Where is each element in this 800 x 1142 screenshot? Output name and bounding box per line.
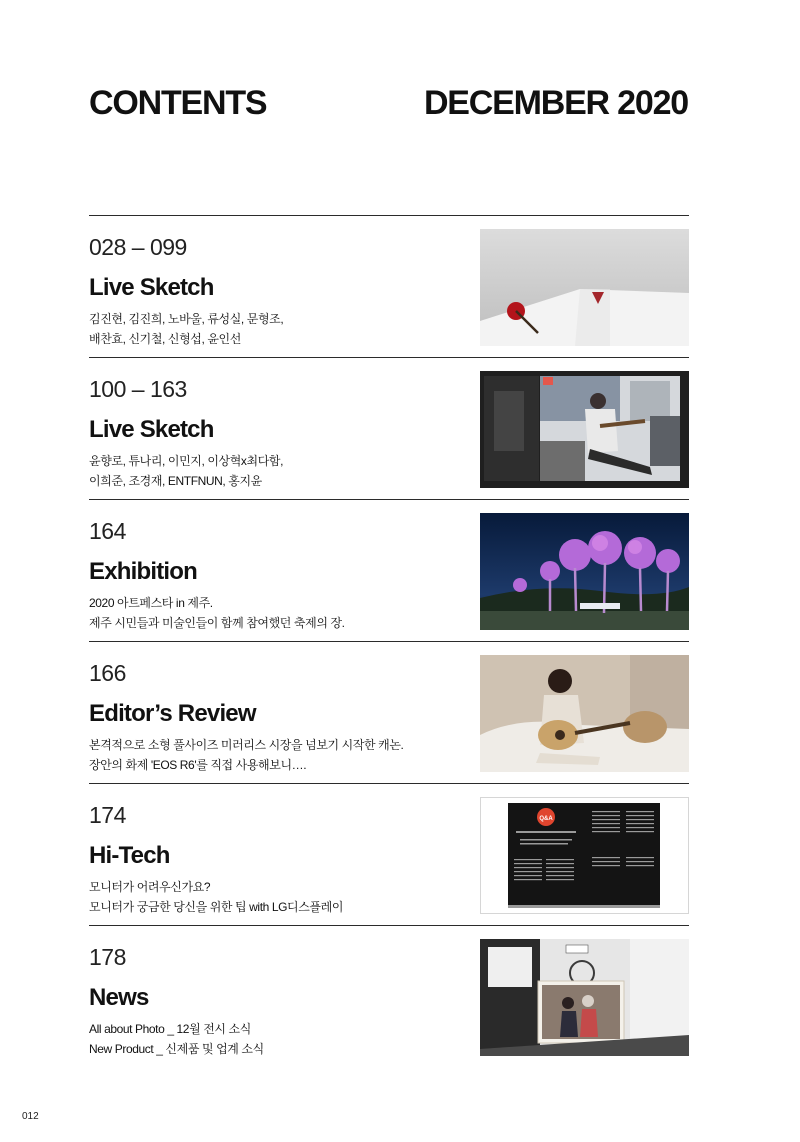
thumbnail-still-life xyxy=(480,229,689,346)
description-line: 이희준, 조경재, ENTFNUN, 홍지윤 xyxy=(89,474,262,488)
purple-palms-image xyxy=(480,513,689,630)
section-description xyxy=(89,735,403,775)
description-line: All about Photo _ 12월 전시 소식 xyxy=(89,1022,251,1036)
description-line: 모니터가 궁금한 당신을 위한 팁 with LG디스플레이 xyxy=(89,900,344,914)
page-range: 174 xyxy=(89,802,126,828)
description-line: 장안의 화제 'EOS R6'를 직접 사용해보니…. xyxy=(89,758,307,772)
page-range: 100 – 163 xyxy=(89,376,187,402)
still-life-image xyxy=(480,229,689,346)
monitor-spread-image xyxy=(480,797,689,914)
section-description xyxy=(89,1019,264,1059)
contents-heading: CONTENTS xyxy=(89,84,267,122)
section-title: Exhibition xyxy=(89,558,197,585)
description-line: 본격적으로 소형 풀사이즈 미러리스 시장을 넘보기 시작한 캐논. xyxy=(89,738,404,752)
contents-entry[interactable] xyxy=(89,783,689,925)
section-title: Live Sketch xyxy=(89,416,214,443)
thumbnail-purple-palms xyxy=(480,513,689,630)
page-range: 028 – 099 xyxy=(89,234,187,260)
page-range: 166 xyxy=(89,660,126,686)
description-line: 2020 아트페스타 in 제주. xyxy=(89,596,213,610)
description-line: 김진현, 김진희, 노바울, 류성실, 문형조, xyxy=(89,312,284,326)
contents-entry[interactable] xyxy=(89,357,689,499)
description-line: 모니터가 어려우신가요? xyxy=(89,880,211,894)
contents-list xyxy=(89,215,689,1067)
thumbnail-woman-with-guitar xyxy=(480,655,689,772)
issue-date-heading: DECEMBER 2020 xyxy=(423,84,688,122)
description-line: 윤향로, 튜나리, 이민지, 이상혁x최다함, xyxy=(89,454,284,468)
description-line: New Product _ 신제품 및 업계 소식 xyxy=(89,1042,264,1056)
page-range: 178 xyxy=(89,944,126,970)
section-title: Editor’s Review xyxy=(89,700,256,727)
contents-entry[interactable] xyxy=(89,925,689,1067)
section-description xyxy=(89,309,283,349)
family-photo-image xyxy=(480,939,689,1056)
guitarist-collage-image xyxy=(480,371,689,488)
section-title: News xyxy=(89,984,149,1011)
description-line: 제주 시민들과 미술인들이 함께 참여했던 축제의 장. xyxy=(89,616,345,630)
thumbnail-monitor-spread xyxy=(480,797,689,914)
contents-entry[interactable] xyxy=(89,641,689,783)
thumbnail-guitarist-collage xyxy=(480,371,689,488)
section-description xyxy=(89,593,345,633)
section-description xyxy=(89,451,283,491)
contents-entry[interactable] xyxy=(89,499,689,641)
page-number: 012 xyxy=(22,1111,39,1122)
thumbnail-family-photo xyxy=(480,939,689,1056)
page-range: 164 xyxy=(89,518,126,544)
section-title: Hi-Tech xyxy=(89,842,170,869)
section-title: Live Sketch xyxy=(89,274,214,301)
contents-entry[interactable] xyxy=(89,215,689,357)
woman-with-guitar-image xyxy=(480,655,689,772)
qa-badge: Q&A xyxy=(539,816,553,822)
section-description xyxy=(89,877,343,917)
description-line: 배찬효, 신기철, 신형섭, 윤인선 xyxy=(89,332,241,346)
